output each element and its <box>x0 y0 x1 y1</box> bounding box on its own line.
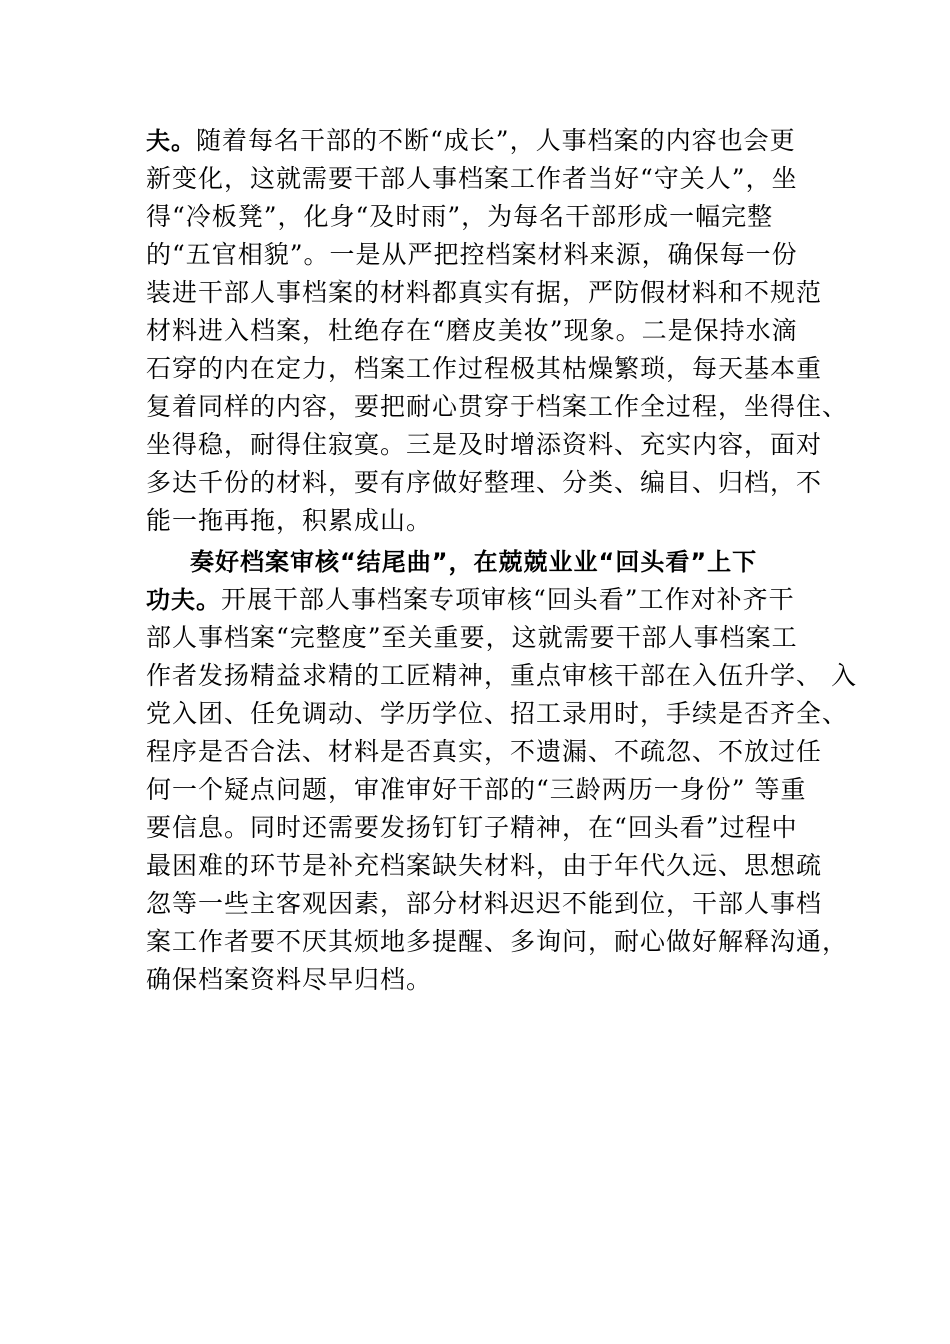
paragraph-1-line: 得“冷板凳”，化身“及时雨”，为每名干部形成一幅完整 <box>146 202 774 231</box>
document-body <box>146 122 857 999</box>
paragraph-1-line: 坐得稳，耐得住寂寞。三是及时增添资料、充实内容，面对 <box>146 430 823 459</box>
paragraph-2-line: 要信息。同时还需要发扬钉钉子精神，在“回头看”过程中 <box>146 813 798 842</box>
paragraph-1-line: 多达千份的材料，要有序做好整理、分类、编目、归档，不 <box>146 468 823 497</box>
paragraph-2-heading: 奏好档案审核“结尾曲”，在兢兢业业“回头看”上下 <box>190 548 758 576</box>
paragraph-2-line: 部人事档案“完整度”至关重要，这就需要干部人事档案工 <box>146 623 798 652</box>
paragraph-2-line: 何一个疑点问题，审准审好干部的“三龄两历一身份” 等重 <box>146 775 807 804</box>
bold-lead-text: 功夫。 <box>146 586 221 614</box>
paragraph-2-line: 党入团、任免调动、学历学位、招工录用时，手续是否齐全、 <box>146 699 849 728</box>
bold-lead-text: 夫。 <box>146 127 196 155</box>
body-text: 开展干部人事档案专项审核“回头看”工作对补齐干 <box>221 585 795 614</box>
paragraph-1-line: 材料进入档案，杜绝存在“磨皮美妆”现象。二是保持水滴 <box>146 316 798 345</box>
paragraph-1-line-1 <box>146 122 826 160</box>
body-text: 随着每名干部的不断“成长”，人事档案的内容也会更 <box>196 126 796 155</box>
paragraph-1-line: 装进干部人事档案的材料都真实有据，严防假材料和不规范 <box>146 278 823 307</box>
paragraph-2-line-2 <box>146 581 826 619</box>
paragraph-2-line: 程序是否合法、材料是否真实，不遗漏、不疏忽、不放过任 <box>146 737 823 766</box>
paragraph-2-line: 确保档案资料尽早归档。 <box>146 965 433 994</box>
paragraph-2-line: 案工作者要不厌其烦地多提醒、多询问，耐心做好解释沟通， <box>146 927 849 956</box>
paragraph-1-line: 石穿的内在定力，档案工作过程极其枯燥繁琐，每天基本重 <box>146 354 823 383</box>
paragraph-1-line: 能一拖再拖，积累成山。 <box>146 506 433 535</box>
paragraph-1-line: 复着同样的内容，要把耐心贯穿于档案工作全过程，坐得住、 <box>146 392 849 421</box>
paragraph-1-line: 的“五官相貌”。一是从严把控档案材料来源，确保每一份 <box>146 240 798 269</box>
paragraph-2-line: 最困难的环节是补充档案缺失材料，由于年代久远、思想疏 <box>146 851 823 880</box>
paragraph-1-line: 新变化，这就需要干部人事档案工作者当好“守关人”，坐 <box>146 164 798 193</box>
paragraph-2-line: 忽等一些主客观因素，部分材料迟迟不能到位，干部人事档 <box>146 889 823 918</box>
paragraph-2-line: 作者发扬精益求精的工匠精神，重点审核干部在入伍升学、 入 <box>146 661 857 690</box>
